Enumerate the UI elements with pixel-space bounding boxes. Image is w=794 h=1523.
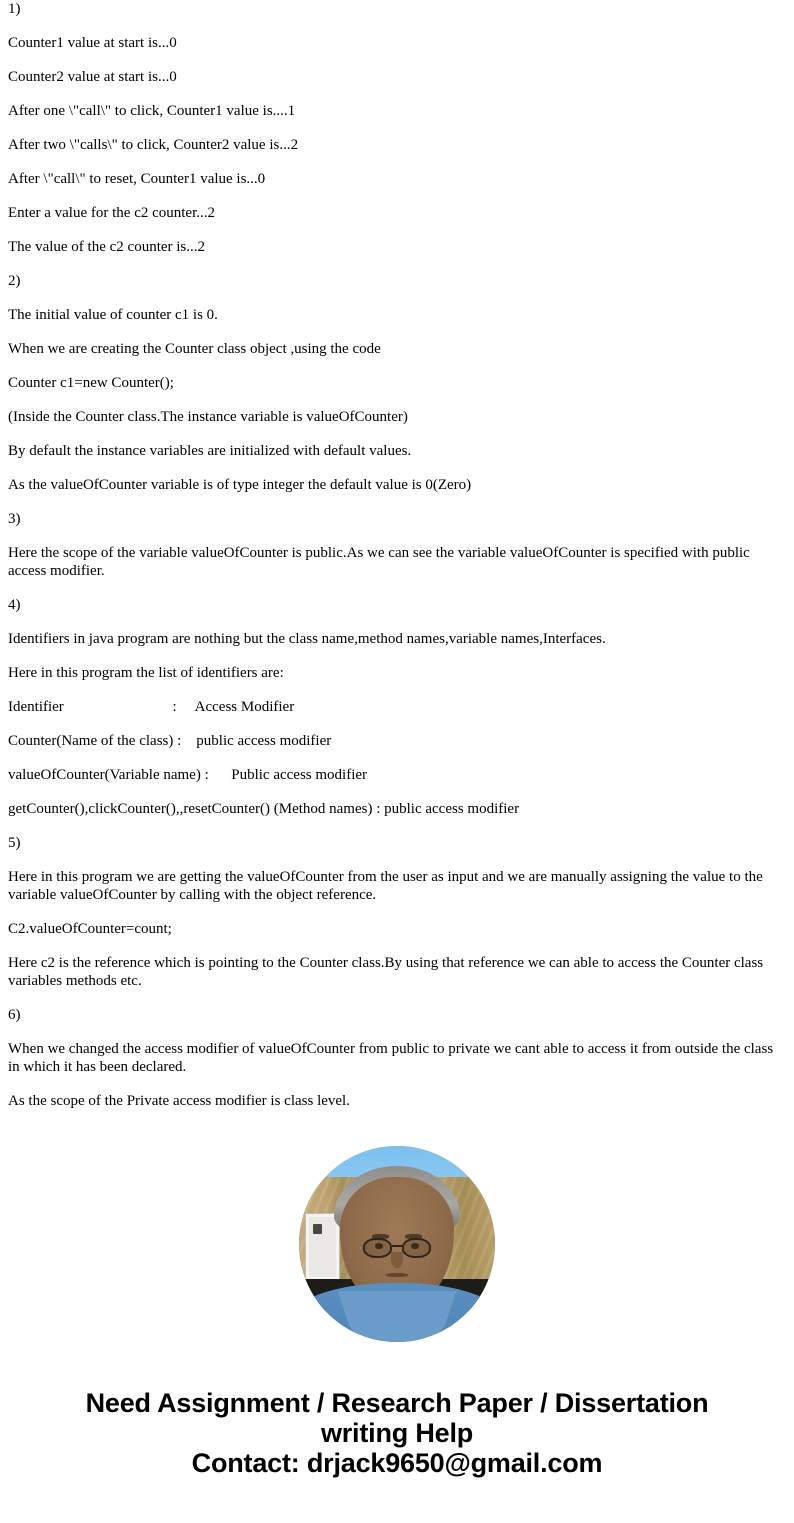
photo-glasses-bridge — [392, 1245, 403, 1247]
promo-footer — [8, 1388, 786, 1478]
section-marker-6: 6) — [8, 1007, 21, 1023]
identifier-table-row: getCounter(),clickCounter(),,resetCounter() (Method names) : public access modifier — [8, 801, 520, 817]
section-marker-5: 5) — [8, 835, 21, 851]
section-marker-2: 2) — [8, 273, 21, 289]
answer-paragraph: Here in this program we are getting the valueOfCounter from the user as input and we are manually assigning the value to the variable valueOfCounter by calling with the object reference. — [8, 869, 763, 903]
section-marker-3: 3) — [8, 511, 21, 527]
photo-wall-switch — [305, 1213, 340, 1282]
photo-lens-right — [402, 1238, 431, 1257]
promo-line-2: writing Help — [320, 1418, 474, 1448]
section-marker-1: 1) — [8, 1, 21, 17]
answer-line: When we are creating the Counter class object ,using the code — [8, 341, 381, 357]
answer-line: As the valueOfCounter variable is of type integer the default value is 0(Zero) — [8, 477, 472, 493]
output-line: After two \"calls\" to click, Counter2 value is...2 — [8, 137, 299, 153]
portrait-container — [8, 1146, 786, 1342]
photo-nose — [391, 1252, 402, 1268]
answer-line: Identifiers in java program are nothing but the class name,method names,variable names,Interfaces. — [8, 631, 606, 647]
photo-lens-left — [363, 1238, 392, 1257]
identifier-table-row: Counter(Name of the class) : public access modifier — [8, 733, 332, 749]
identifier-table-row: valueOfCounter(Variable name) : Public access modifier — [8, 767, 368, 783]
photo-mouth — [386, 1273, 409, 1277]
answer-paragraph: Here the scope of the variable valueOfCounter is public.As we can see the variable valueOfCounter is specified with public access modifier. — [8, 545, 750, 579]
output-line: Counter2 value at start is...0 — [8, 69, 177, 85]
output-line: The value of the c2 counter is...2 — [8, 239, 206, 255]
answer-line: By default the instance variables are initialized with default values. — [8, 443, 412, 459]
promo-contact-line: Contact: drjack9650@gmail.com — [191, 1448, 603, 1478]
output-line: After one \"call\" to click, Counter1 value is....1 — [8, 103, 296, 119]
section-marker-4: 4) — [8, 597, 21, 613]
output-line: Counter1 value at start is...0 — [8, 35, 177, 51]
answer-line: (Inside the Counter class.The instance variable is valueOfCounter) — [8, 409, 408, 425]
code-line: Counter c1=new Counter(); — [8, 375, 174, 391]
identifier-table-header: Identifier : Access Modifier — [8, 699, 295, 715]
answer-line: Here in this program the list of identifiers are: — [8, 665, 284, 681]
output-line: After \"call\" to reset, Counter1 value is...0 — [8, 171, 266, 187]
answer-line: As the scope of the Private access modifier is class level. — [8, 1093, 350, 1109]
code-line: C2.valueOfCounter=count; — [8, 921, 172, 937]
answer-line: The initial value of counter c1 is 0. — [8, 307, 218, 323]
avatar — [299, 1146, 495, 1342]
promo-line-1: Need Assignment / Research Paper / Dissertation — [85, 1388, 709, 1418]
answer-paragraph: When we changed the access modifier of valueOfCounter from public to private we cant able to access it from outside the class in which it has been declared. — [8, 1041, 774, 1075]
answer-paragraph: Here c2 is the reference which is pointing to the Counter class.By using that reference we can able to access the Counter class variables methods etc. — [8, 955, 764, 989]
output-line: Enter a value for the c2 counter...2 — [8, 205, 215, 221]
